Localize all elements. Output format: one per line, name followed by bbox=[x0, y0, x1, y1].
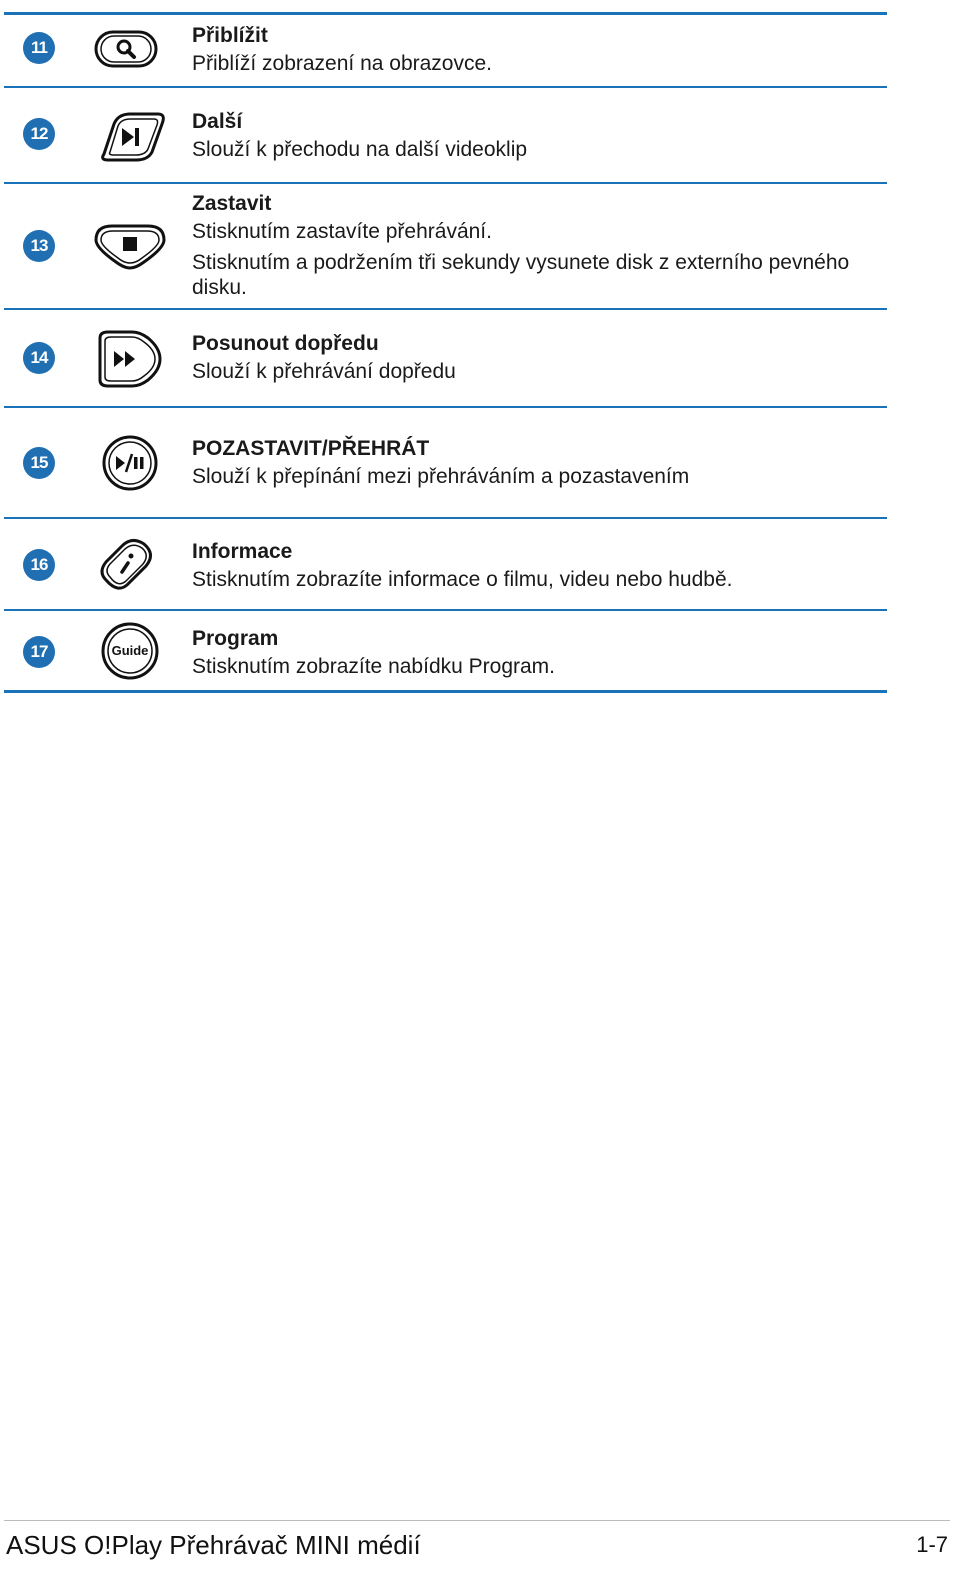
row-number-badge: 11 bbox=[23, 32, 55, 64]
row-number-badge: 15 bbox=[23, 447, 55, 479]
row-number-badge: 13 bbox=[23, 230, 55, 262]
row-number-badge: 17 bbox=[23, 636, 55, 668]
next-button-icon bbox=[92, 106, 168, 171]
row-description: Stisknutím zastavíte přehrávání. bbox=[192, 220, 492, 243]
row-description: Stisknutím zobrazíte nabídku Program. bbox=[192, 655, 555, 678]
guide-button-icon bbox=[92, 620, 162, 682]
row-title: Další bbox=[192, 110, 243, 133]
row-divider bbox=[4, 406, 887, 408]
stop-button-icon bbox=[92, 218, 168, 279]
page-number: 1-7 bbox=[916, 1532, 948, 1557]
row-divider bbox=[4, 308, 887, 310]
fast-forward-button-icon bbox=[92, 328, 166, 395]
row-description: Slouží k přehrávání dopředu bbox=[192, 360, 456, 383]
row-title: Informace bbox=[192, 540, 293, 563]
row-title: Program bbox=[192, 627, 279, 650]
zoom-button-icon bbox=[92, 26, 162, 77]
row-title: Posunout dopředu bbox=[192, 332, 379, 355]
row-title: POZASTAVIT/PŘEHRÁT bbox=[192, 437, 430, 460]
row-divider bbox=[4, 182, 887, 184]
row-number-badge: 14 bbox=[23, 342, 55, 374]
row-divider bbox=[4, 609, 887, 611]
footer-rule bbox=[4, 1520, 950, 1521]
table-top-rule bbox=[4, 12, 887, 15]
guide-label: Guide bbox=[111, 643, 149, 658]
row-divider bbox=[4, 517, 887, 519]
row-number-badge: 16 bbox=[23, 549, 55, 581]
play-pause-button-icon bbox=[92, 432, 162, 499]
table-bottom-rule bbox=[4, 690, 887, 693]
info-button-icon bbox=[92, 536, 162, 601]
row-title: Zastavit bbox=[192, 192, 272, 215]
row-title: Přiblížit bbox=[192, 24, 268, 47]
row-description: Slouží k přepínání mezi přehráváním a pozastavením bbox=[192, 465, 690, 488]
row-description: Stisknutím a podržením tři sekundy vysunete disk z externího pevného disku. bbox=[192, 251, 850, 299]
row-description: Stisknutím zobrazíte informace o filmu, videu nebo hudbě. bbox=[192, 568, 733, 591]
footer-title: ASUS O!Play Přehrávač MINI médií bbox=[6, 1530, 421, 1560]
row-divider bbox=[4, 86, 887, 88]
row-description: Slouží k přechodu na další videoklip bbox=[192, 138, 528, 161]
row-description: Přiblíží zobrazení na obrazovce. bbox=[192, 52, 492, 75]
row-number-badge: 12 bbox=[23, 118, 55, 150]
